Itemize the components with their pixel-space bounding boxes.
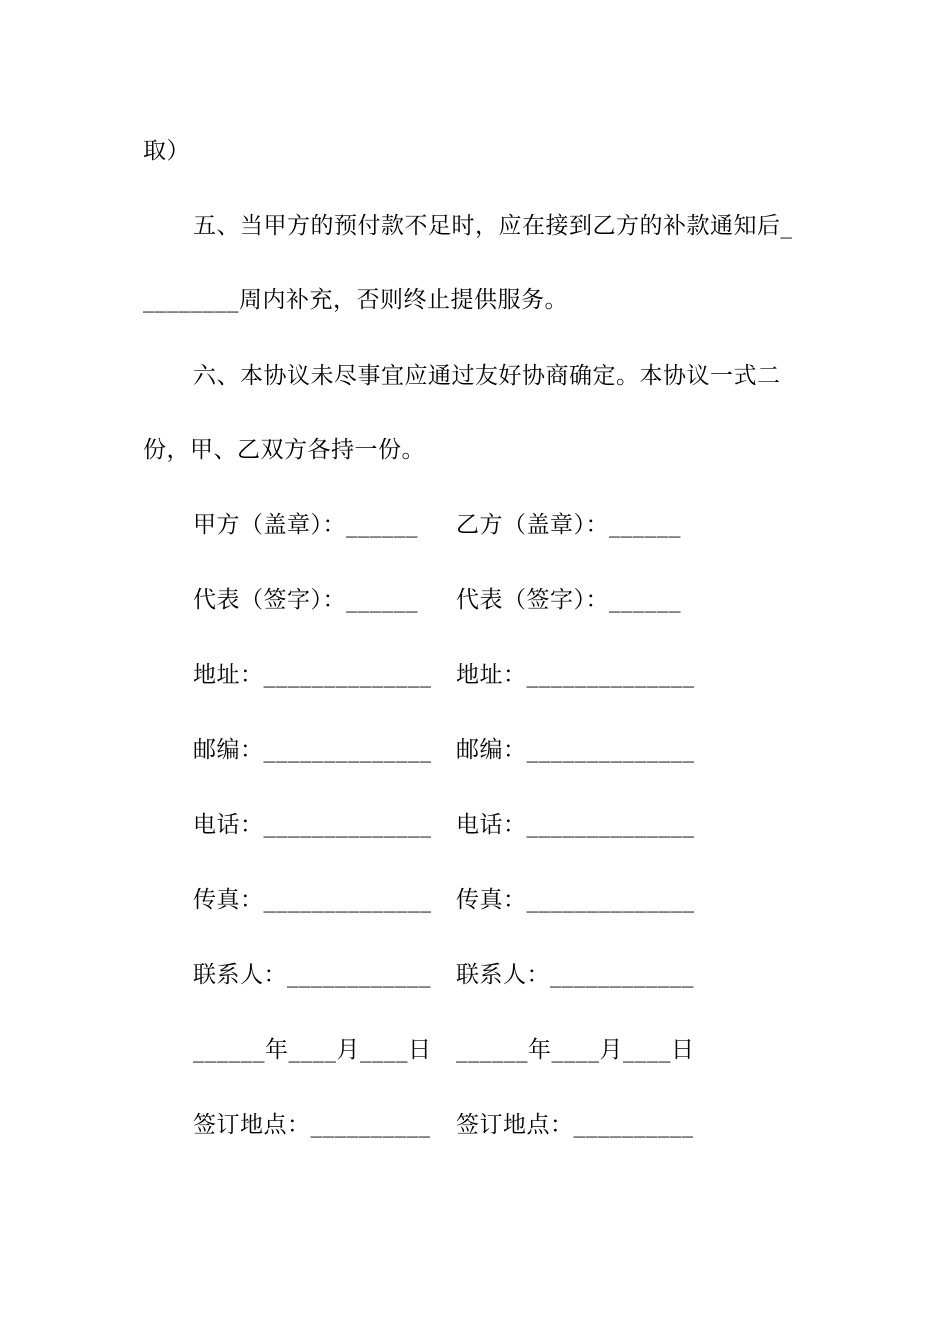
clause-six-line-1: 六、本协议未尽事宜应通过友好协商确定。本协议一式二 <box>193 363 781 389</box>
clause-five-line-1: 五、当甲方的预付款不足时，应在接到乙方的补款通知后_ <box>193 213 793 239</box>
party-a-postcode-field: 邮编：______________ <box>193 737 432 763</box>
party-a-place-field: 签订地点：__________ <box>193 1112 431 1138</box>
party-b-date-field: ______年____月____日 <box>456 1037 695 1063</box>
party-a-seal-field: 甲方（盖章）：______ <box>193 512 418 538</box>
party-b-fax-field: 传真：______________ <box>456 887 695 913</box>
party-b-seal-field: 乙方（盖章）：______ <box>456 512 681 538</box>
party-b-contact-field: 联系人：____________ <box>456 962 694 988</box>
clause-five-line-2: ________周内补充，否则终止提供服务。 <box>143 287 568 313</box>
clause-six-line-2: 份，甲、乙双方各持一份。 <box>143 437 425 463</box>
party-b-rep-field: 代表（签字）：______ <box>456 587 681 613</box>
party-b-address-field: 地址：______________ <box>456 662 695 688</box>
paragraph-continuation: 取） <box>143 138 190 164</box>
party-a-date-field: ______年____月____日 <box>193 1037 432 1063</box>
party-a-contact-field: 联系人：____________ <box>193 962 431 988</box>
party-a-phone-field: 电话：______________ <box>193 812 432 838</box>
party-a-rep-field: 代表（签字）：______ <box>193 587 418 613</box>
party-b-phone-field: 电话：______________ <box>456 812 695 838</box>
party-a-address-field: 地址：______________ <box>193 662 432 688</box>
party-b-place-field: 签订地点：__________ <box>456 1112 694 1138</box>
party-a-fax-field: 传真：______________ <box>193 887 432 913</box>
party-b-postcode-field: 邮编：______________ <box>456 737 695 763</box>
